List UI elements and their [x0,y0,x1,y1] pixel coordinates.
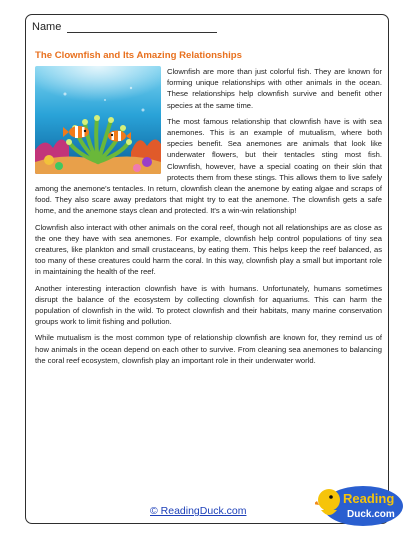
clownfish-anemone-illustration [35,66,161,174]
logo-text-line1: Reading [343,491,395,506]
name-field-row [32,21,217,33]
paragraph-humans: Another interesting interaction clownfish have is with humans. Unfortunately, humans sometimes disrupt the balance of the ecosystem by collecting clownfish for aquariums. This can harm the population of clownfish in the wild. To protect clownfish and their habitats, many marine conservation groups work to limit fishing and pollution. [35,283,382,327]
article-body [35,66,382,371]
readingduck-footer-link[interactable]: © ReadingDuck.com [150,505,247,517]
name-label: Name [32,21,62,33]
worksheet-title: The Clownfish and Its Amazing Relationships [35,50,242,61]
paragraph-anemones: The most famous relationship that clownfish have is with sea anemones. This is an example of mutualism, where both species benefit. Sea anemones are animals that look like underwater flowers, but their tentacles sting most fish. Clownfish, however, have a special coating on their skin that protects them from these stings. This allows them to live safely among the anemone's tentacles. In return, clownfish clean the anemone by eating algae and scraps of food. They also scare away predators that might try to eat the anemone. The clownfish gets a safe home, and the anemone stays clean and protected. It's a win-win relationship! [35,116,382,216]
paragraph-conclusion: While mutualism is the most common type of relationship clownfish are known for, they remind us of how animals in the ocean depend on each other to survive. From cleaning sea anemones to balancing the coral reef ecosystem, clownfish play an important role in their underwater world. [35,333,382,365]
logo-text-line2: Duck.com [347,509,395,520]
paragraph-intro: Clownfish are more than just colorful fish. They are known for forming unique relationships with other animals in the ocean. These relationships help clownfish survive and benefit other species at the same time. [167,67,382,110]
name-input-line[interactable] [67,21,217,33]
reading-duck-logo [315,476,405,530]
paragraph-coral-reef: Clownfish also interact with other animals on the coral reef, though not all relationships are as close as the one they have with sea anemones. For example, clownfish help control populations of tiny sea creatures, like plankton and small crustaceans, by eating them. This helps keep the reef balanced, as too many of these creatures could harm the coral. In this way, clownfish play a small but important role in maintaining the health of the reef. [35,222,382,277]
